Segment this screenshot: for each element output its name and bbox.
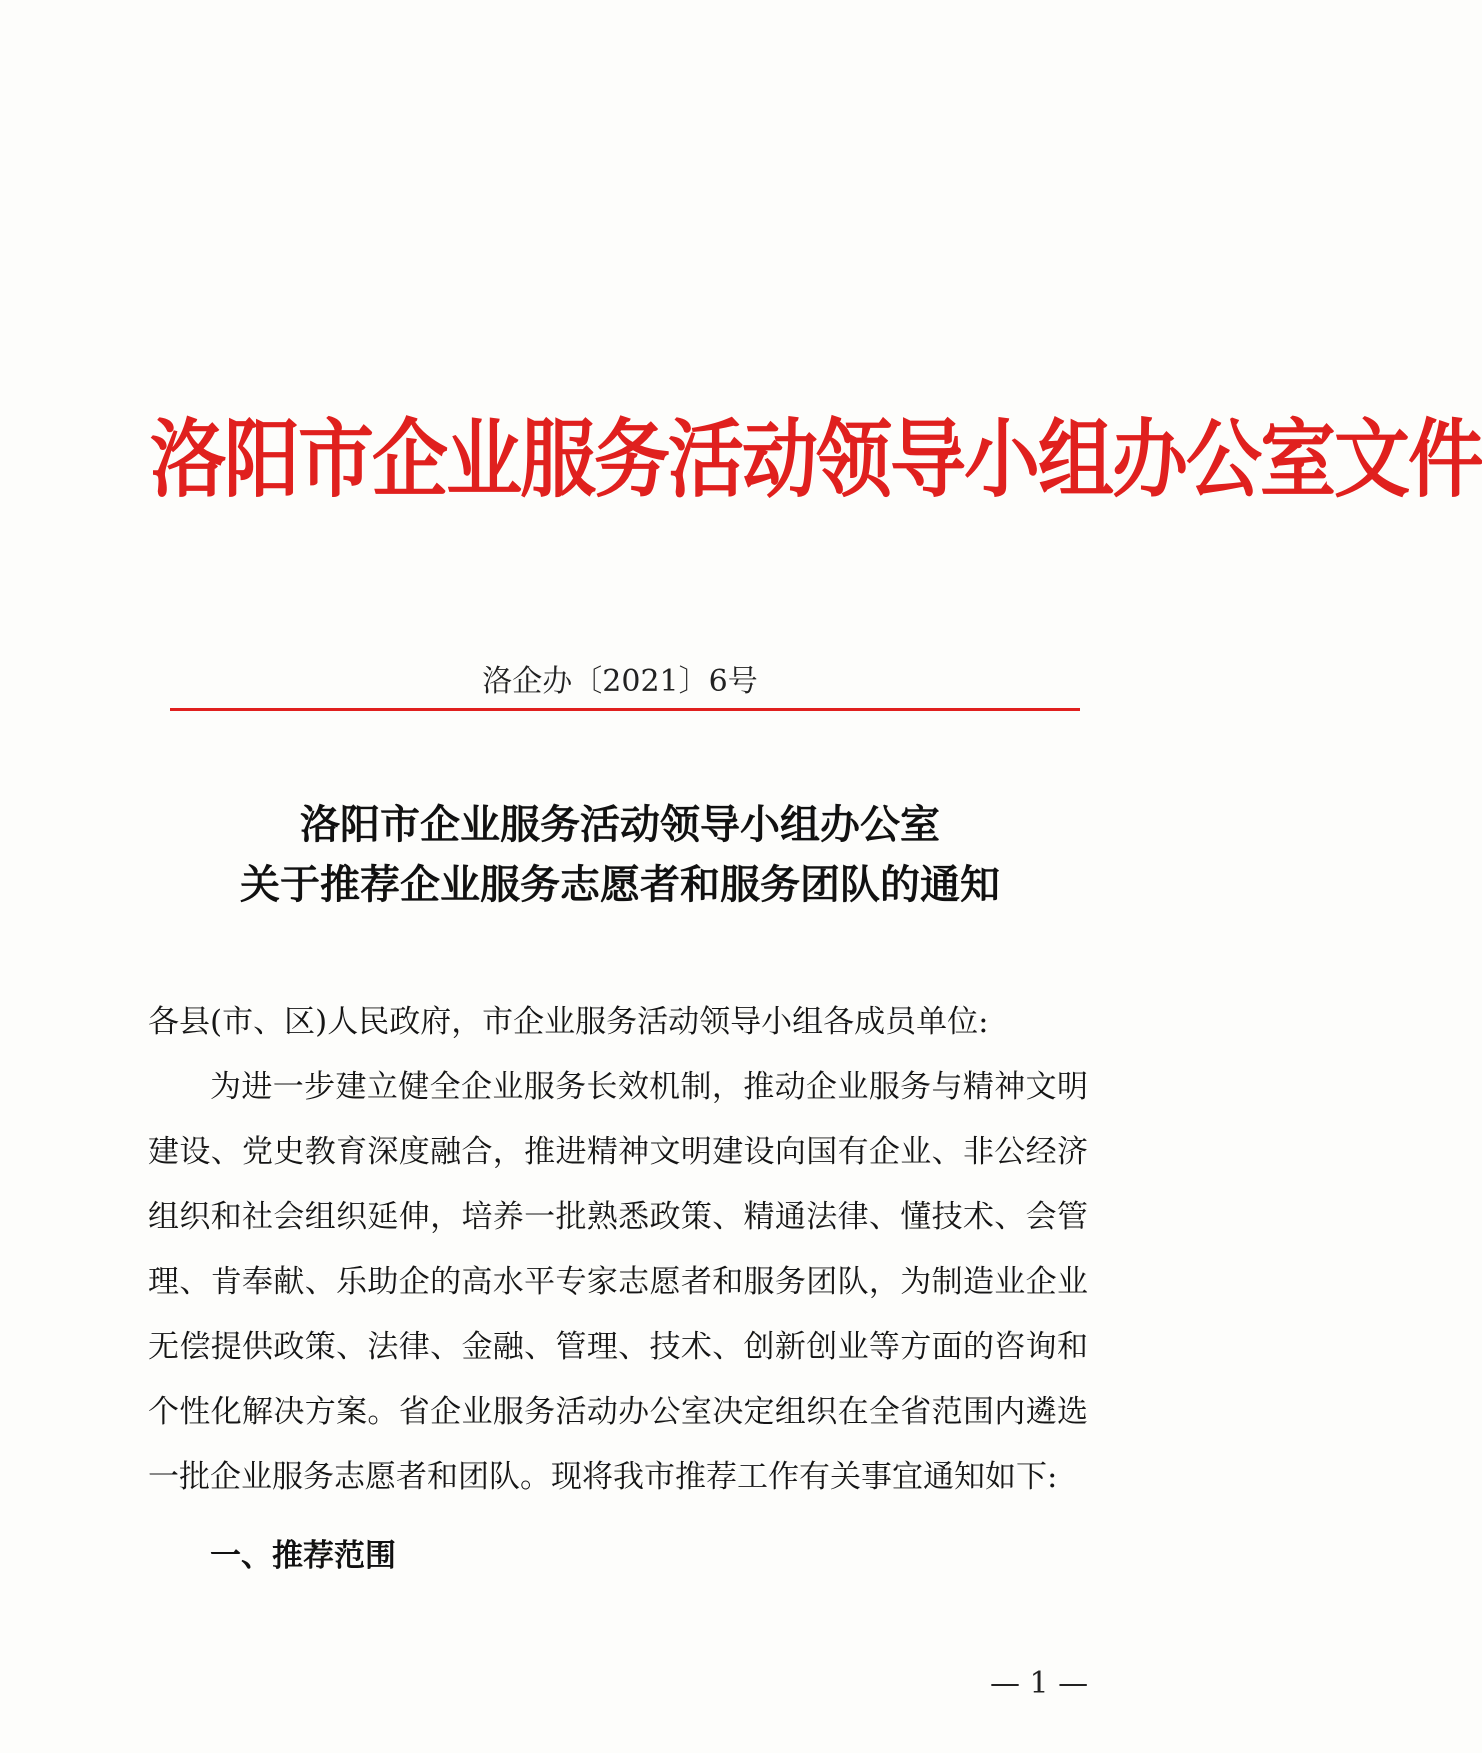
page-number: — 1 — — [990, 1666, 1089, 1701]
section-heading: 一、推荐范围 — [210, 1538, 396, 1574]
document-masthead: 洛阳市企业服务活动领导小组办公室文件 — [150, 409, 1482, 510]
notice-title-line-2: 关于推荐企业服务志愿者和服务团队的通知 — [240, 861, 1000, 908]
notice-body — [148, 990, 1088, 1510]
body-paragraph: 为进一步建立健全企业服务长效机制，推动企业服务与精神文明建设、党史教育深度融合，推进精神文明建设向国有企业、非公经济组织和社会组织延伸，培养一批熟悉政策、精通法律、懂技术、会管理、肯奉献、乐助企的高水平专家志愿者和服务团队，为制造业企业无偿提供政策、法律、金融、管理、技术、创新创业等方面的咨询和个性化解决方案。省企业服务活动办公室决定组织在全省范围内遴选一批企业服务志愿者和团队。现将我市推荐工作有关事宜通知如下: — [148, 1069, 1088, 1495]
red-divider-line — [170, 708, 1080, 711]
notice-title-line-1: 洛阳市企业服务活动领导小组办公室 — [300, 801, 940, 848]
salutation: 各县(市、区)人民政府，市企业服务活动领导小组各成员单位: — [148, 1004, 989, 1040]
document-number: 洛企办〔2021〕6号 — [482, 664, 758, 699]
